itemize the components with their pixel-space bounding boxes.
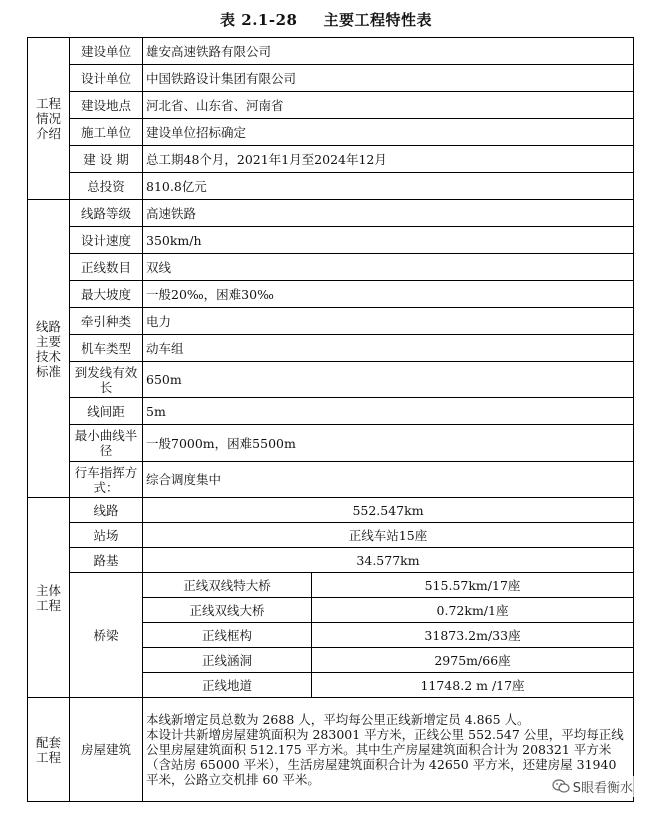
table-row — [28, 92, 634, 119]
row-value: 建设单位招标确定 — [143, 119, 634, 146]
wechat-icon — [552, 779, 570, 794]
row-label: 站场 — [70, 523, 143, 548]
row-value: 总工期48个月，2021年1月至2024年12月 — [143, 146, 634, 173]
row-label: 总投资 — [70, 173, 143, 200]
row-label: 正线数目 — [70, 254, 143, 281]
table-row — [28, 398, 634, 425]
row-value: 河北省、山东省、河南省 — [143, 92, 634, 119]
row-label: 建 设 期 — [70, 146, 143, 173]
table-row — [28, 462, 634, 498]
table-row — [28, 119, 634, 146]
row-value: 810.8亿元 — [143, 173, 634, 200]
row-value: 雄安高速铁路有限公司 — [143, 38, 634, 65]
project-spec-table — [27, 37, 634, 802]
row-value: 一般7000m，困难5500m — [143, 425, 634, 462]
table-row — [28, 523, 634, 548]
row-label: 最大坡度 — [70, 281, 143, 308]
category-supporting: 配套工程 — [28, 698, 70, 802]
table-row — [28, 227, 634, 254]
table-row — [28, 548, 634, 573]
row-value: 350km/h — [143, 227, 634, 254]
row-label: 线间距 — [70, 398, 143, 425]
bridge-row-value: 2975m/66座 — [312, 648, 634, 673]
bridge-row-label: 正线双线大桥 — [143, 598, 312, 623]
row-label: 房屋建筑 — [70, 698, 143, 802]
table-row — [28, 698, 634, 802]
row-label: 建设地点 — [70, 92, 143, 119]
row-value: 综合调度集中 — [143, 462, 634, 498]
row-label: 行车指挥方式： — [70, 462, 143, 498]
row-value: 正线车站15座 — [143, 523, 634, 548]
row-value: 552.547km — [143, 498, 634, 523]
table-row — [28, 281, 634, 308]
row-label: 线路 — [70, 498, 143, 523]
table-row — [28, 254, 634, 281]
row-value: 双线 — [143, 254, 634, 281]
table-row — [28, 173, 634, 200]
row-value: 中国铁路设计集团有限公司 — [143, 65, 634, 92]
bridge-row-label: 正线双线特大桥 — [143, 573, 312, 598]
row-value: 高速铁路 — [143, 200, 634, 227]
table-row — [28, 425, 634, 462]
table-row — [28, 573, 634, 598]
table-row — [28, 362, 634, 398]
table-row — [28, 146, 634, 173]
category-overview: 工程情况介绍 — [28, 38, 70, 200]
category-standards: 线路主要技术标准 — [28, 200, 70, 498]
bridge-row-label: 正线涵洞 — [143, 648, 312, 673]
table-row — [28, 200, 634, 227]
row-label: 牵引种类 — [70, 308, 143, 335]
bridge-row-value: 11748.2 m /17座 — [312, 673, 634, 698]
category-main-works: 主体工程 — [28, 498, 70, 698]
row-value: 650m — [143, 362, 634, 398]
row-label: 施工单位 — [70, 119, 143, 146]
bridge-label: 桥梁 — [70, 573, 143, 698]
watermark — [549, 776, 636, 797]
row-label: 最小曲线半径 — [70, 425, 143, 462]
row-value: 一般20‰，困难30‰ — [143, 281, 634, 308]
bridge-row-value: 31873.2m/33座 — [312, 623, 634, 648]
row-label: 机车类型 — [70, 335, 143, 362]
table-number: 表 2.1-28 — [220, 11, 298, 29]
row-value: 电力 — [143, 308, 634, 335]
bridge-row-label: 正线框构 — [143, 623, 312, 648]
table-title-text: 主要工程特性表 — [323, 11, 432, 29]
row-label: 设计速度 — [70, 227, 143, 254]
table-row — [28, 308, 634, 335]
row-label: 线路等级 — [70, 200, 143, 227]
paragraph: 本线新增定员总数为 2688 人，平均每公里正线新增定员 4.865 人。 — [146, 712, 530, 727]
table-row — [28, 498, 634, 523]
row-value: 34.577km — [143, 548, 634, 573]
row-label: 设计单位 — [70, 65, 143, 92]
table-row — [28, 38, 634, 65]
watermark-text: S眼看衡水 — [572, 781, 633, 796]
table-title — [0, 9, 652, 30]
paragraph: 本设计共新增房屋建筑面积为 283001 平方米，正线公里 552.547 公里，平均每正线公里房屋建筑面积 512.175 平方米。其中生产房屋建筑面积合计为 208321 平方米（含站房 65000 平米），生活房屋建筑面积合计为 42650 平方米，还建房屋 31940 平米，公路立交机排 60 平米。 — [146, 727, 624, 787]
row-value: 5m — [143, 398, 634, 425]
row-label: 建设单位 — [70, 38, 143, 65]
bridge-row-label: 正线地道 — [143, 673, 312, 698]
row-label: 路基 — [70, 548, 143, 573]
row-value: 动车组 — [143, 335, 634, 362]
bridge-row-value: 515.57km/17座 — [312, 573, 634, 598]
table-row — [28, 65, 634, 92]
bridge-row-value: 0.72km/1座 — [312, 598, 634, 623]
table-row — [28, 335, 634, 362]
row-label: 到发线有效长 — [70, 362, 143, 398]
